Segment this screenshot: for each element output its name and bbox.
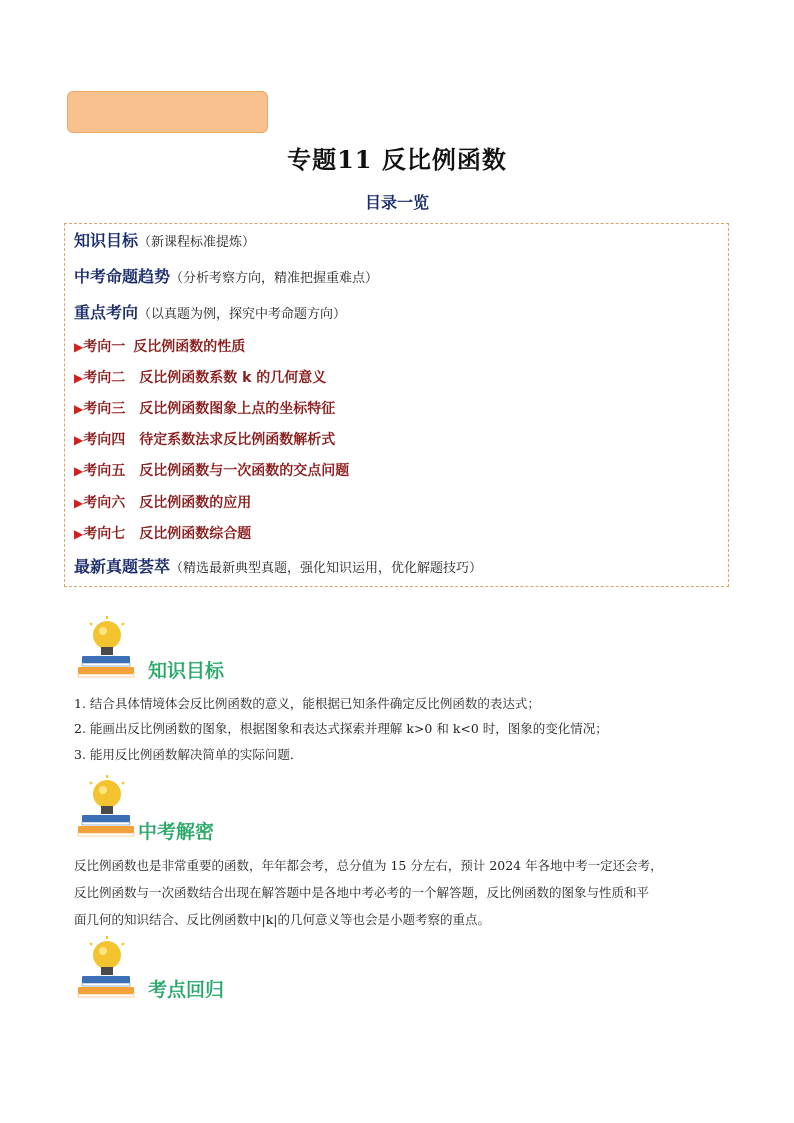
- lightbulb-books-icon: [76, 934, 138, 1000]
- toc-heading: 目录一览: [364, 193, 429, 212]
- triangle-right-icon: ▶: [74, 340, 84, 354]
- toc-subitem-7[interactable]: [74, 523, 251, 543]
- section-title-review: 考点回归: [148, 979, 225, 1001]
- triangle-right-icon: ▶: [74, 464, 84, 478]
- toc-item-note: （新课程标准提炼）: [138, 235, 256, 250]
- toc-subitem-topic: 反比例函数综合题: [139, 526, 252, 542]
- toc-subitem-2[interactable]: [74, 367, 326, 387]
- toc-subitem-topic: 反比例函数的性质: [133, 339, 246, 355]
- exam-paragraph-line: 反比例函数也是非常重要的函数，年年都会考，总分值为 15 分左右，预计 2024 年各地中考一定还会考，: [74, 858, 663, 873]
- goal-item: 1. 结合具体情境体会反比例函数的意义，能根据已知条件确定反比例函数的表达式；: [74, 696, 540, 711]
- toc-subitem-topic: 反比例函数图象上点的坐标特征: [139, 401, 336, 417]
- toc-item-note: （分析考察方向，精准把握重难点）: [170, 271, 379, 286]
- toc-subitem-3[interactable]: [74, 398, 335, 418]
- toc-subitem-label: 考向六: [83, 495, 126, 511]
- header-orange-tag: [67, 91, 268, 133]
- toc-subitem-topic: 反比例函数的应用: [139, 495, 252, 511]
- triangle-right-icon: ▶: [74, 433, 84, 447]
- toc-item-label: 重点考向: [74, 303, 139, 322]
- exam-paragraph-line: 反比例函数与一次函数结合出现在解答题中是各地中考必考的一个解答题，反比例函数的图象与性质和平: [74, 885, 650, 900]
- section-title-exam: 中考解密: [138, 821, 215, 843]
- toc-subitem-label: 考向一: [83, 339, 126, 355]
- toc-subitem-label: 考向七: [83, 526, 126, 542]
- toc-subitem-topic: 反比例函数与一次函数的交点问题: [139, 463, 350, 479]
- toc-item-label: 最新真题荟萃: [74, 557, 171, 576]
- toc-item-latest[interactable]: [74, 554, 482, 577]
- toc-item-label: 中考命题趋势: [74, 267, 171, 286]
- toc-subitem-label: 考向四: [83, 432, 126, 448]
- triangle-right-icon: ▶: [74, 402, 84, 416]
- toc-subitem-label: 考向五: [83, 463, 126, 479]
- triangle-right-icon: ▶: [74, 371, 84, 385]
- section-title-goals: 知识目标: [148, 660, 225, 682]
- toc-subitem-label: 考向二: [83, 370, 126, 386]
- triangle-right-icon: ▶: [74, 496, 84, 510]
- goal-item: 2. 能画出反比例函数的图象，根据图象和表达式探索并理解 k>0 和 k<0 时，图象的变化情况；: [74, 721, 608, 736]
- lightbulb-books-icon: [76, 773, 138, 839]
- document-title: 专题11 反比例函数: [287, 145, 507, 174]
- goal-item: 3. 能用反比例函数解决简单的实际问题．: [74, 747, 303, 762]
- toc-subitem-topic: 待定系数法求反比例函数解析式: [139, 432, 336, 448]
- toc-item-trend[interactable]: [74, 264, 378, 287]
- triangle-right-icon: ▶: [74, 527, 84, 541]
- toc-item-note: （精选最新典型真题，强化知识运用，优化解题技巧）: [170, 561, 483, 576]
- lightbulb-books-icon: [76, 614, 138, 680]
- exam-paragraph-line: 面几何的知识结合、反比例函数中|k|的几何意义等也会是小题考察的重点。: [74, 912, 490, 927]
- toc-item-directions[interactable]: [74, 300, 346, 323]
- toc-subitem-1[interactable]: [74, 336, 245, 356]
- toc-subitem-4[interactable]: [74, 429, 335, 449]
- toc-subitem-5[interactable]: [74, 460, 349, 480]
- toc-subitem-topic: 反比例函数系数 k 的几何意义: [139, 370, 327, 386]
- toc-item-label: 知识目标: [74, 231, 139, 250]
- toc-item-goals[interactable]: [74, 228, 255, 251]
- toc-item-note: （以真题为例，探究中考命题方向）: [138, 307, 347, 322]
- toc-subitem-label: 考向三: [83, 401, 126, 417]
- toc-subitem-6[interactable]: [74, 492, 251, 512]
